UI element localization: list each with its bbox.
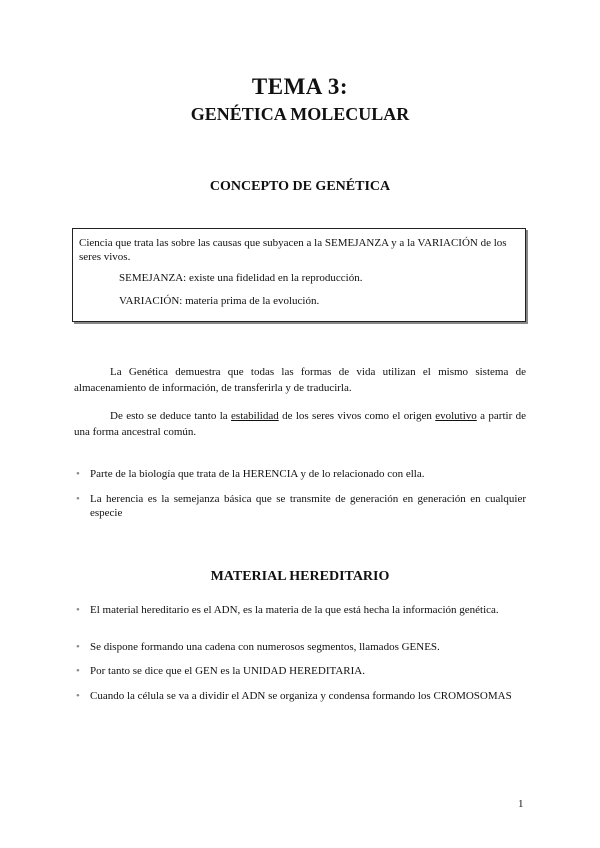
- bullet-icon: •: [76, 604, 80, 616]
- list-item-text: Se dispone formando una cadena con numerosos segmentos, llamados GENES.: [90, 641, 440, 653]
- bullet-icon: •: [76, 641, 80, 653]
- paragraph-text: La Genética demuestra que todas las formas de vida utilizan el mismo sistema de almacenamiento de información, de transferirla y de traducirla.: [74, 366, 526, 394]
- underlined-term: evolutivo: [435, 410, 477, 422]
- underlined-term: estabilidad: [231, 410, 279, 422]
- document-title: TEMA 3:: [251, 74, 349, 99]
- paragraph-text: de los seres vivos como el origen: [278, 410, 436, 422]
- paragraph-text: De esto se deduce tanto la: [110, 410, 232, 422]
- definition-text: Ciencia que trata las sobre las causas que subyacen a la SEMEJANZA y a la VARIACIÓN de los seres vivos.: [79, 237, 507, 263]
- section-heading-material: MATERIAL HEREDITARIO: [210, 569, 390, 584]
- bullet-icon: •: [76, 493, 80, 505]
- list-item-text: La herencia es la semejanza básica que se transmite de generación en generación en cualquier especie: [90, 493, 526, 519]
- paragraph: [74, 408, 526, 440]
- list-item-text: Por tanto se dice que el GEN es la UNIDAD HEREDITARIA.: [90, 665, 365, 677]
- definition-item-text: SEMEJANZA: existe una fidelidad en la reproducción.: [119, 272, 363, 284]
- paragraph-text: a partir de una forma ancestral común.: [74, 410, 527, 438]
- bullet-icon: •: [76, 690, 80, 702]
- list-item: [74, 689, 526, 703]
- list-item: [74, 492, 526, 520]
- list-item-text: Parte de la biología que trata de la HERENCIA y de lo relacionado con ella.: [90, 468, 425, 480]
- document-subtitle: GENÉTICA MOLECULAR: [190, 104, 410, 124]
- definition-item: [79, 271, 519, 285]
- definition-box: [72, 228, 526, 322]
- list-item: [74, 467, 526, 481]
- list-item: [74, 664, 526, 678]
- definition-item: [79, 294, 519, 308]
- paragraph: [74, 364, 526, 396]
- bullet-icon: •: [76, 468, 80, 480]
- list-item: [74, 640, 526, 654]
- page-number: 1: [518, 798, 524, 810]
- definition-item-text: VARIACIÓN: materia prima de la evolución.: [119, 295, 320, 307]
- section-heading-concepto: CONCEPTO DE GENÉTICA: [209, 179, 391, 194]
- list-item: [74, 603, 526, 617]
- list-item-text: Cuando la célula se va a dividir el ADN se organiza y condensa formando los CROMOSOMAS: [90, 690, 512, 702]
- bullet-icon: •: [76, 665, 80, 677]
- list-item-text: El material hereditario es el ADN, es la materia de la que está hecha la información genética.: [90, 604, 499, 616]
